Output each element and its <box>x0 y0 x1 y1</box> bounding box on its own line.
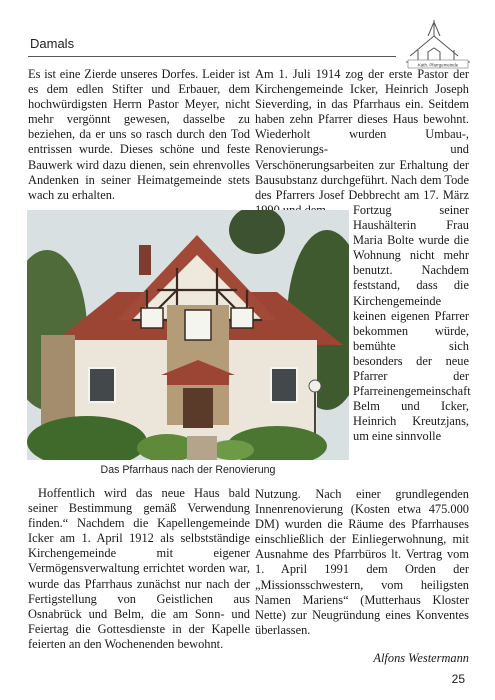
paragraph: Fortzug seiner Haushälterin Frau Maria Bolte wurde die Wohnung nicht mehr benutzt. Nachdem feststand, dass die Kirchengemeinde keinen eigenen Pfarrer bekommen würde, bemühte sich besonders der neue Pfarrer der Pfarreinengemeinschaft Belm und Icker, Heinrich Kreutzjans, um eine sinnvolle <box>353 203 471 444</box>
article-column-right-top <box>255 67 469 218</box>
paragraph: Hoffentlich wird das neue Haus bald seiner Bestimmung gemäß Verwendung finden.“ Nachdem die Kapellengemeinde Icker am 1. April 1912 als selbstständige Kirchengemeinde mit eigener Vermögensverwaltung errichtet worden war, wurde das Pfarrhaus zunächst nur nach der Fertigstellung von Geistlichen aus Osnabrück und Belm, die am Sonn- und Feiertag die Gottesdienste in der Kapelle feierten an den Wochenenden bewohnt. <box>28 486 250 651</box>
page-number: 25 <box>451 672 465 686</box>
header-rule <box>28 56 396 57</box>
photo-caption: Das Pfarrhaus nach der Renovierung <box>100 464 276 476</box>
article-column-left-top <box>28 67 250 203</box>
author-signature: Alfons Westermann <box>373 651 469 665</box>
paragraph: Es ist eine Zierde unseres Dorfes. Leider ist es dem edlen Stifter und Erbauer, dem hochwürdigsten Herrn Pastor Meyer, nicht mehr vergönnt gewesen, dasselbe zu beziehen, da er uns so rasch durch den Tod entrissen wurde. Dieses schöne und feste Bauwerk wird dazu dienen, sein ehrenvolles Andenken in seiner Heimatgemeinde stets wach zu erhalten. <box>28 67 250 202</box>
article-column-right-wrap <box>353 203 469 445</box>
paragraph: Nutzung. Nach einer grundlegenden Innenrenovierung (Kosten etwa 475.000 DM) wurden die Räume des Pfarrhauses einschließlich der Einliegerwohnung, mit Ausnahme des Pfarrbüros lt. Vertrag vom 1. April 1991 dem Orden der „Missionsschwestern, vom heiligsten Namen Mariens“ (Mutterhaus Kloster Nette) zur Neugründung eines Konventes überlassen. <box>255 487 469 637</box>
rectory-photo <box>27 210 349 460</box>
logo-text: Kath. Pfarrgemeinde <box>417 62 459 68</box>
article-column-left-bottom <box>28 486 250 652</box>
article-column-right-bottom <box>255 487 469 638</box>
paragraph: Am 1. Juli 1914 zog der erste Pastor der Kirchengemeinde Icker, Heinrich Joseph Sieverding, in das Pfarrhaus ein. Seitdem haben zehn Pfarrer dieses Haus bewohnt. Wiederholt wurden Umbau-, Renovierungs- und Verschönerungsarbeiten zur Erhaltung der Bausubstanz durchgeführt. Nach dem Tode des Pfarrers Josef Debbrecht am 17. März <box>255 67 469 202</box>
parish-logo <box>404 16 472 72</box>
section-title: Damals <box>30 36 75 51</box>
